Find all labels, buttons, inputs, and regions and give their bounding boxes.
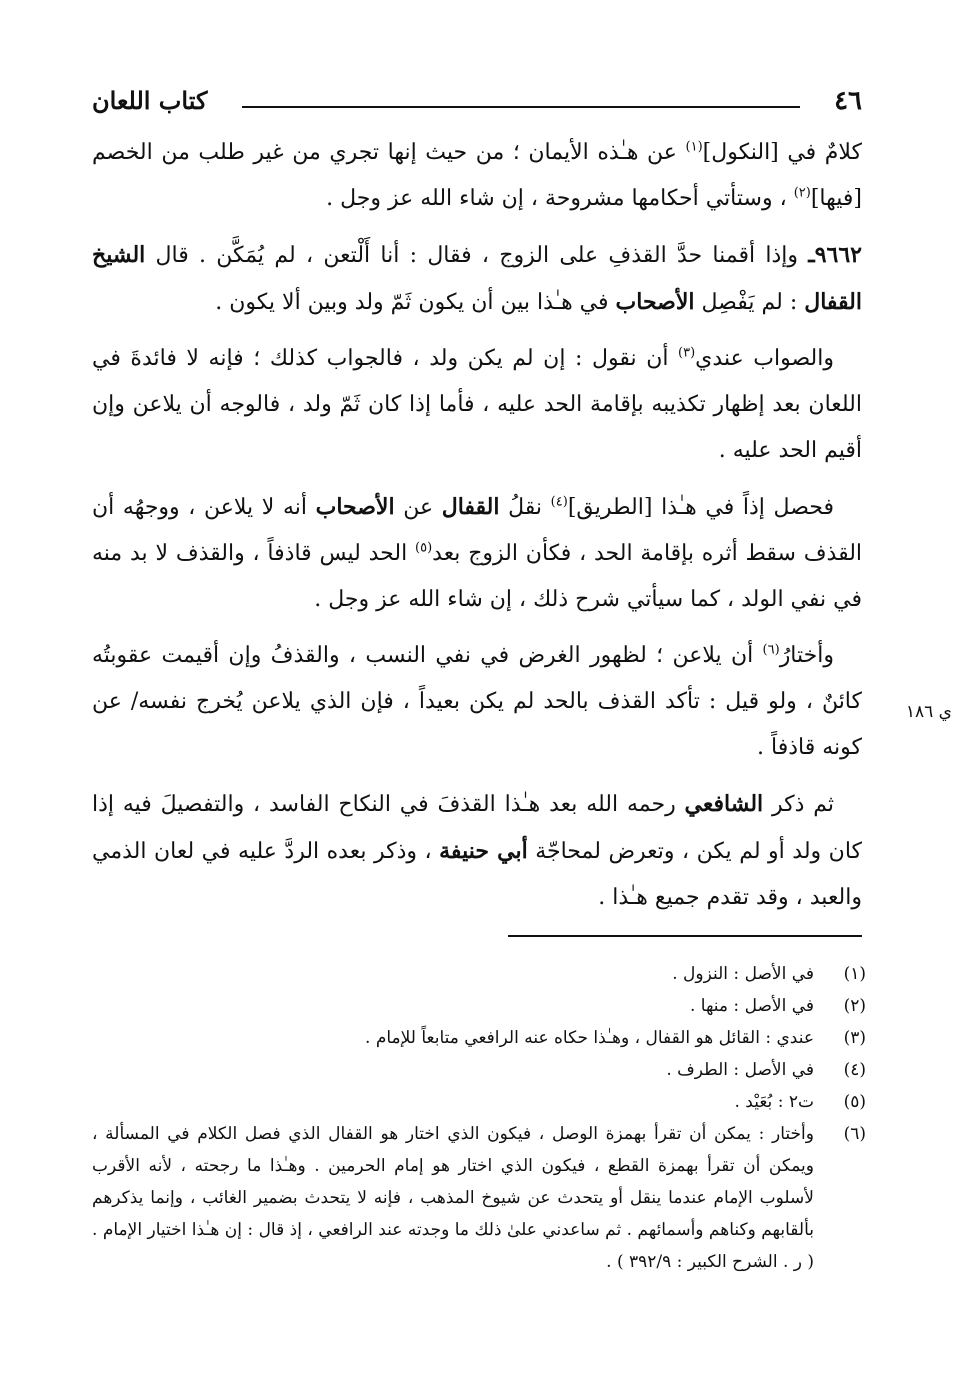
name-abu-hanifa: أبي حنيفة — [439, 838, 528, 864]
footnote-ref-1: (١) — [685, 139, 703, 155]
footnote-2 — [92, 990, 866, 1022]
footnote-text: في الأصل : منها . — [689, 996, 814, 1016]
footnote-5 — [92, 1086, 866, 1118]
footnote-number: (٣) — [843, 1028, 866, 1048]
text-run: فحصل إذاً في هـٰذا [الطريق] — [567, 495, 834, 520]
footnote-text: في الأصل : النزول . — [672, 964, 814, 984]
text-run: ، وذكر بعده الردَّ عليه في لعان الذمي والعبد ، وقد تقدم جميع هـٰذا . — [92, 839, 862, 910]
footnote-separator — [508, 935, 862, 937]
footnote-ref-3: (٣) — [678, 345, 696, 361]
footnote-text: ت٢ : بُعَيْد . — [734, 1092, 814, 1112]
footnote-4 — [92, 1054, 866, 1086]
text-run: أنه لا يلاعن ، ووجهُه أن القذف سقط أثره بإقامة الحد ، فكأن الزوج بعد — [92, 495, 863, 566]
header-rule — [242, 106, 800, 108]
page-number: ٤٦ — [834, 86, 862, 116]
text-run: نقلُ — [499, 495, 551, 520]
text-run: عن هـٰذه الأيمان ؛ من حيث إنها تجري من غير طلب من الخصم [فيها] — [92, 140, 862, 211]
main-text — [92, 130, 862, 931]
text-run: أن نقول : إن لم يكن ولد ، فالجواب كذلك ؛ فإنه لا فائدةَ في اللعان بعد إظهار تكذيبه بإقامة الحد عليه ، فأما إذا كان ثَمّ ولد ، فالوجه أن يلاعن وإن أقيم الحد عليه . — [92, 346, 863, 463]
footnote-ref-4: (٤) — [550, 494, 568, 510]
footnote-number: (٥) — [843, 1092, 866, 1112]
paragraph-4 — [92, 484, 862, 623]
text-run: عن — [394, 495, 442, 520]
footnote-ref-5: (٥) — [415, 540, 433, 556]
footnote-number: (٤) — [843, 1060, 866, 1080]
footnotes — [92, 958, 866, 1278]
book-title: كتاب اللعان — [92, 86, 208, 115]
name-shafii: الشافعي — [684, 791, 764, 817]
footnote-ref-2: (٢) — [793, 185, 811, 201]
footnote-3 — [92, 1022, 866, 1054]
page-header — [92, 82, 862, 122]
name-shaykh-qaffal: الشيخ القفال — [92, 242, 862, 315]
text-run: في هـٰذا بين أن يكون ثَمّ ولد وبين ألا يكون . — [215, 290, 616, 315]
footnote-6 — [92, 1118, 866, 1278]
footnote-text: في الأصل : الطرف . — [666, 1060, 814, 1080]
text-run: وإذا أقمنا حدَّ القذفِ على الزوج ، فقال : أنا أَلْتعن ، لم يُمَكَّن . قال — [145, 243, 809, 268]
footnote-1 — [92, 958, 866, 990]
paragraph-3 — [92, 336, 862, 474]
paragraph-2 — [92, 232, 862, 326]
term-ashab: الأصحاب — [315, 494, 395, 520]
term-ashab: الأصحاب — [615, 289, 695, 315]
name-qaffal: القفال — [441, 494, 500, 520]
footnote-text: عندي : القائل هو القفال ، وهـٰذا حكاه عنه الرافعي متابعاً للإمام . — [365, 1028, 814, 1048]
text-run: الحد ليس قاذفاً ، والقذف لا بد منه في نفي الولد ، كما سيأتي شرح ذلك ، إن شاء الله عز وجل . — [92, 541, 862, 612]
text-run: والصواب عندي — [695, 346, 834, 371]
paragraph-6 — [92, 781, 862, 921]
text-run: ثم ذكر — [763, 792, 834, 817]
text-run: وأختارُ — [779, 643, 834, 668]
text-run: كلامٌ في [النكول] — [702, 140, 862, 165]
manuscript-folio-note: ي ١٨٦ — [905, 702, 952, 722]
footnote-number: (١) — [843, 964, 866, 984]
issue-number: ٩٦٦٢ـ — [808, 242, 862, 268]
text-run: رحمه الله بعد هـٰذا القذفَ في النكاح الفاسد ، والتفصيلَ فيه إذا كان ولد أو لم يكن ، وتعرض لمحاجّة — [92, 792, 863, 864]
footnote-number: (٦) — [843, 1124, 866, 1144]
footnote-text: وأختار : يمكن أن تقرأ بهمزة الوصل ، فيكون الذي اختار هو القفال الذي فصل الكلام في المسألة ، ويمكن أن تقرأ بهمزة القطع ، فيكون الذي اختار هو إمام الحرمين . وهـٰذا ما رجحته ، لأنه الأقرب لأسلوب الإمام عندما ينقل أو يتحدث عن شيوخ المذهب ، فإنه لا يتحدث بضمير الغائب ، وإنما يذكرهم بألقابهم وكناهم وأسمائهم . ثم ساعدني علىٰ ذلك ما وجدته عند الرافعي ، إذ قال : إن هـٰذا اختيار الإمام . ( ر . الشرح الكبير : ٣٩٢/٩ ) . — [92, 1124, 814, 1272]
text-run: ، وستأتي أحكامها مشروحة ، إن شاء الله عز وجل . — [326, 186, 794, 211]
footnote-ref-6: (٦) — [762, 642, 780, 658]
text-run: أن يلاعن ؛ لظهور الغرض في نفي النسب ، والقذفُ وإن أقيمت عقوبتُه كائنٌ ، ولو قيل : تأكد القذف بالحد لم يكن بعيداً ، فإن الذي يلاعن يُخرج نفسه/ عن كونه قاذفاً . — [92, 643, 862, 760]
paragraph-1 — [92, 130, 862, 222]
paragraph-5 — [92, 633, 862, 771]
footnote-number: (٢) — [843, 996, 866, 1016]
text-run: : لم يَفْصِل — [694, 290, 805, 315]
